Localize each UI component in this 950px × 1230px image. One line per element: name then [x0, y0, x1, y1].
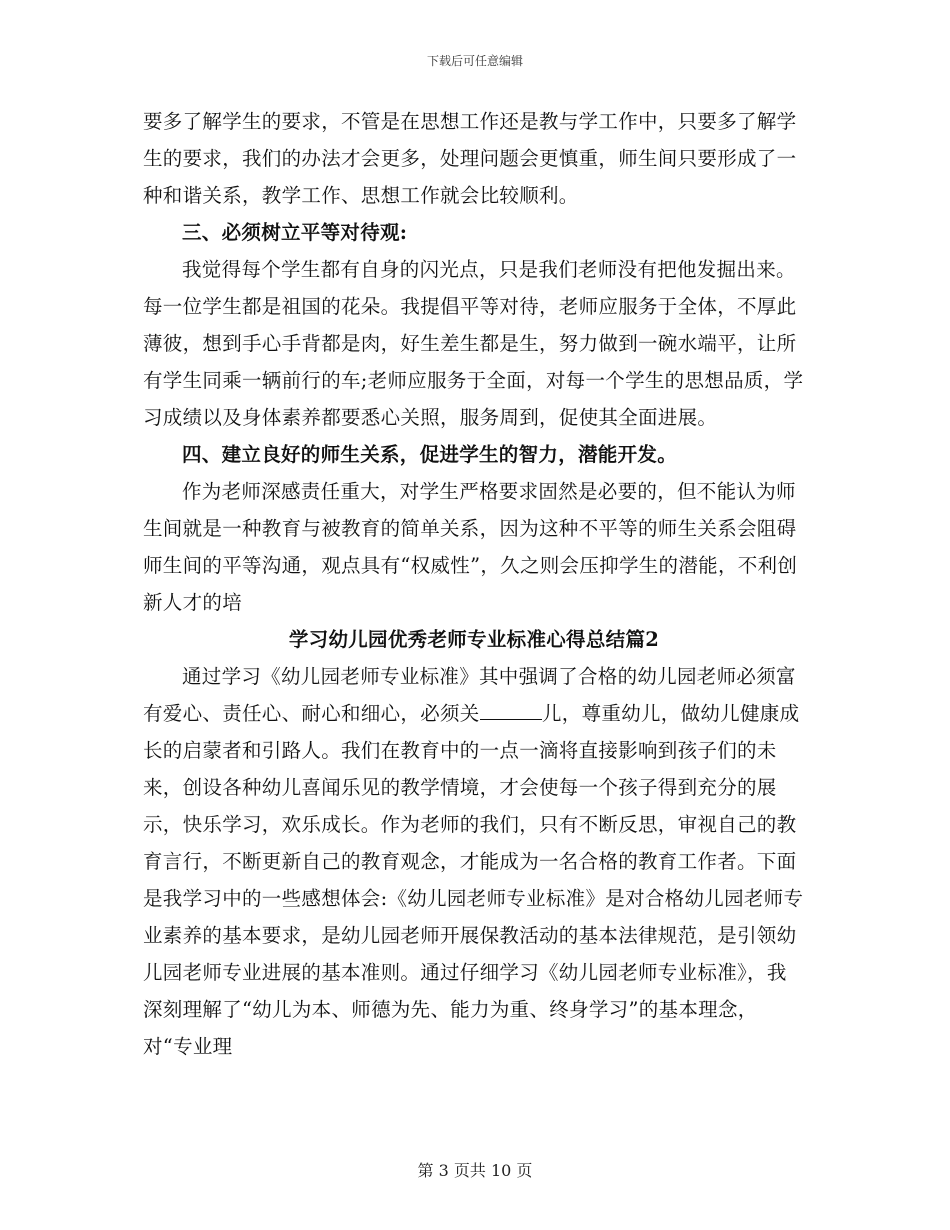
section-heading: 四、建立良好的师生关系，促进学生的智力，潜能开发。 [182, 443, 678, 466]
paragraph: 作为老师深感责任重大，对学生严格要求固然是必要的，但不能认为师生间就是一种教育与被教育的简单关系，因为这种不平等的师生关系会阻碍师生间的平等沟通，观点具有“权威性”，久之则会压抑学生的潜能，不利创新人才的培 [143, 480, 798, 614]
paragraph-part: 儿，尊重幼儿，做幼儿健康成长的启蒙者和引路人。我们在教育中的一点一滴将直接影响到孩子们的未来，创设各种幼儿喜闻乐见的教学情境，才会使每一个孩子得到充分的展示，快乐学习，欢乐成长。作为老师的我们，只有不断反思，审视自己的教育言行，不断更新自己的教育观念，才能成为一名合格的教育工作者。下面是我学习中的一些感想体会:《幼儿园老师专业标准》是对合格幼儿园老师专业素养的基本要求，是幼儿园老师开展保教活动的基本法律规范，是引领幼儿园老师专业进展的基本准则。通过仔细学习《幼儿园老师专业标准》，我深刻理解了“幼儿为本、师德为先、能力为重、终身学习”的基本理念，对“专业理 [143, 702, 804, 1058]
paragraph [143, 658, 805, 1065]
paragraph: 要多了解学生的要求，不管是在思想工作还是教与学工作中，只要多了解学生的要求，我们的办法才会更多，处理问题会更慎重，师生间只要形成了一种和谐关系，教学工作、思想工作就会比较顺利。 [143, 110, 797, 207]
page-header: 下载后可任意编辑 [426, 54, 523, 68]
paragraph: 我觉得每个学生都有自身的闪光点，只是我们老师没有把他发掘出来。每一位学生都是祖国的花朵。我提倡平等对待，老师应服务于全体，不厚此薄彼，想到手心手背都是肉，好生差生都是生，努力做到一碗水端平，让所有学生同乘一辆前行的车;老师应服务于全面，对每一个学生的思想品质，学习成绩以及身体素养都要悉心关照，服务周到，促使其全面进展。 [143, 258, 804, 429]
article-title: 学习幼儿园优秀老师专业标准心得总结篇2 [288, 628, 660, 651]
page-footer: 第 3 页共 10 页 [417, 1161, 533, 1180]
fill-blank [480, 700, 542, 721]
paragraph-part: 通过学习《幼儿园老师专业标准》其中强调了合格的幼儿园老师必须富有爱心、责任心、耐心和细心，必须关 [143, 665, 796, 725]
document-body [143, 103, 805, 1065]
section-heading: 三、必须树立平等对待观: [182, 221, 408, 244]
